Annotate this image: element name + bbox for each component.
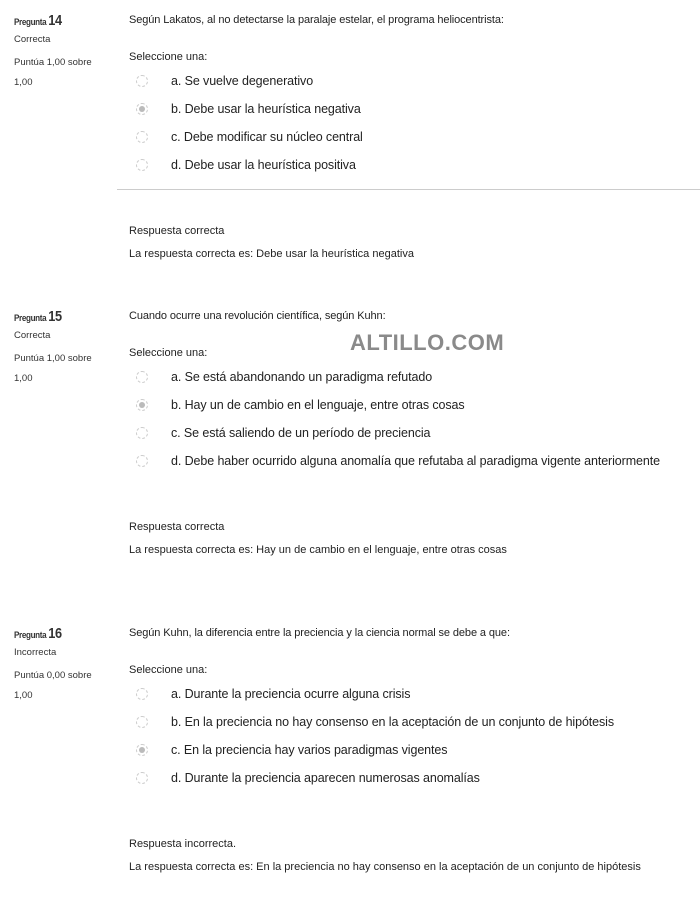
answer-option[interactable] [129,154,689,182]
option-label: b. Hay un de cambio en el lenguaje, entre otras cosas [171,398,465,412]
option-label: a. Se está abandonando un paradigma refutado [171,370,433,384]
answer-option[interactable] [129,394,689,422]
radio-button[interactable] [136,772,148,784]
feedback [129,220,689,266]
answer-options [129,366,689,478]
question-content [129,625,689,879]
question-text: Cuando ocurre una revolución científica, según Kuhn: [129,310,386,322]
question-grade: Puntúa 1,00 sobre 1,00 [14,353,92,384]
feedback-status: Respuesta incorrecta. [129,838,236,850]
number: 14 [48,12,62,29]
question-text: Según Kuhn, la diferencia entre la preciencia y la ciencia normal se debe a que: [129,627,510,639]
radio-button[interactable] [136,716,148,728]
divider [117,189,700,190]
option-label: c. Se está saliendo de un período de preciencia [171,426,431,440]
answer-option[interactable] [129,70,689,98]
option-label: b. Debe usar la heurística negativa [171,102,361,116]
question-info [14,308,114,389]
radio-button[interactable] [136,103,148,115]
radio-button[interactable] [136,744,148,756]
correct-answer: La respuesta correcta es: Hay un de cambio en el lenguaje, entre otras cosas [129,544,507,556]
option-label: d. Durante la preciencia aparecen numerosas anomalías [171,771,480,785]
number: 16 [48,625,62,642]
feedback-status: Respuesta correcta [129,225,225,237]
option-label: d. Debe haber ocurrido alguna anomalía que refutaba al paradigma vigente anteriormente [171,454,660,468]
radio-button[interactable] [136,159,148,171]
question-number [14,625,62,642]
option-label: c. Debe modificar su núcleo central [171,130,363,144]
radio-button[interactable] [136,455,148,467]
number: 15 [48,308,62,325]
answer-options [129,683,689,795]
question-label: Pregunta [14,313,47,324]
select-prompt: Seleccione una: [129,51,208,63]
answer-option[interactable] [129,422,689,450]
option-label: d. Debe usar la heurística positiva [171,158,356,172]
correct-answer: La respuesta correcta es: En la preciencia no hay consenso en la aceptación de un conjunto de hipótesis [129,861,641,873]
radio-button[interactable] [136,399,148,411]
answer-option[interactable] [129,450,689,478]
answer-option[interactable] [129,98,689,126]
answer-option[interactable] [129,767,689,795]
option-label: a. Durante la preciencia ocurre alguna crisis [171,687,411,701]
answer-option[interactable] [129,683,689,711]
radio-button[interactable] [136,427,148,439]
answer-options [129,70,689,182]
question-state: Incorrecta [14,647,57,658]
option-label: a. Se vuelve degenerativo [171,74,314,88]
question-state: Correcta [14,330,51,341]
feedback [129,516,689,562]
select-prompt: Seleccione una: [129,347,208,359]
feedback-status: Respuesta correcta [129,521,225,533]
question-info [14,12,114,93]
radio-button[interactable] [136,75,148,87]
option-label: c. En la preciencia hay varios paradigmas vigentes [171,743,448,757]
option-label: b. En la preciencia no hay consenso en la aceptación de un conjunto de hipótesis [171,715,615,729]
question-info [14,625,114,706]
question-number [14,12,62,29]
answer-option[interactable] [129,711,689,739]
question-grade: Puntúa 0,00 sobre 1,00 [14,670,92,701]
correct-answer: La respuesta correcta es: Debe usar la heurística negativa [129,248,414,260]
question-state: Correcta [14,34,51,45]
radio-button[interactable] [136,131,148,143]
question-label: Pregunta [14,630,47,641]
question-grade: Puntúa 1,00 sobre 1,00 [14,57,92,88]
question-number [14,308,62,325]
question-label: Pregunta [14,17,47,28]
radio-button[interactable] [136,688,148,700]
question-content [129,12,689,266]
answer-option[interactable] [129,126,689,154]
radio-button[interactable] [136,371,148,383]
answer-option[interactable] [129,739,689,767]
answer-option[interactable] [129,366,689,394]
feedback [129,833,689,879]
select-prompt: Seleccione una: [129,664,208,676]
watermark: ALTILLO.COM [350,330,505,355]
question-text: Según Lakatos, al no detectarse la paralaje estelar, el programa heliocentrista: [129,14,504,26]
